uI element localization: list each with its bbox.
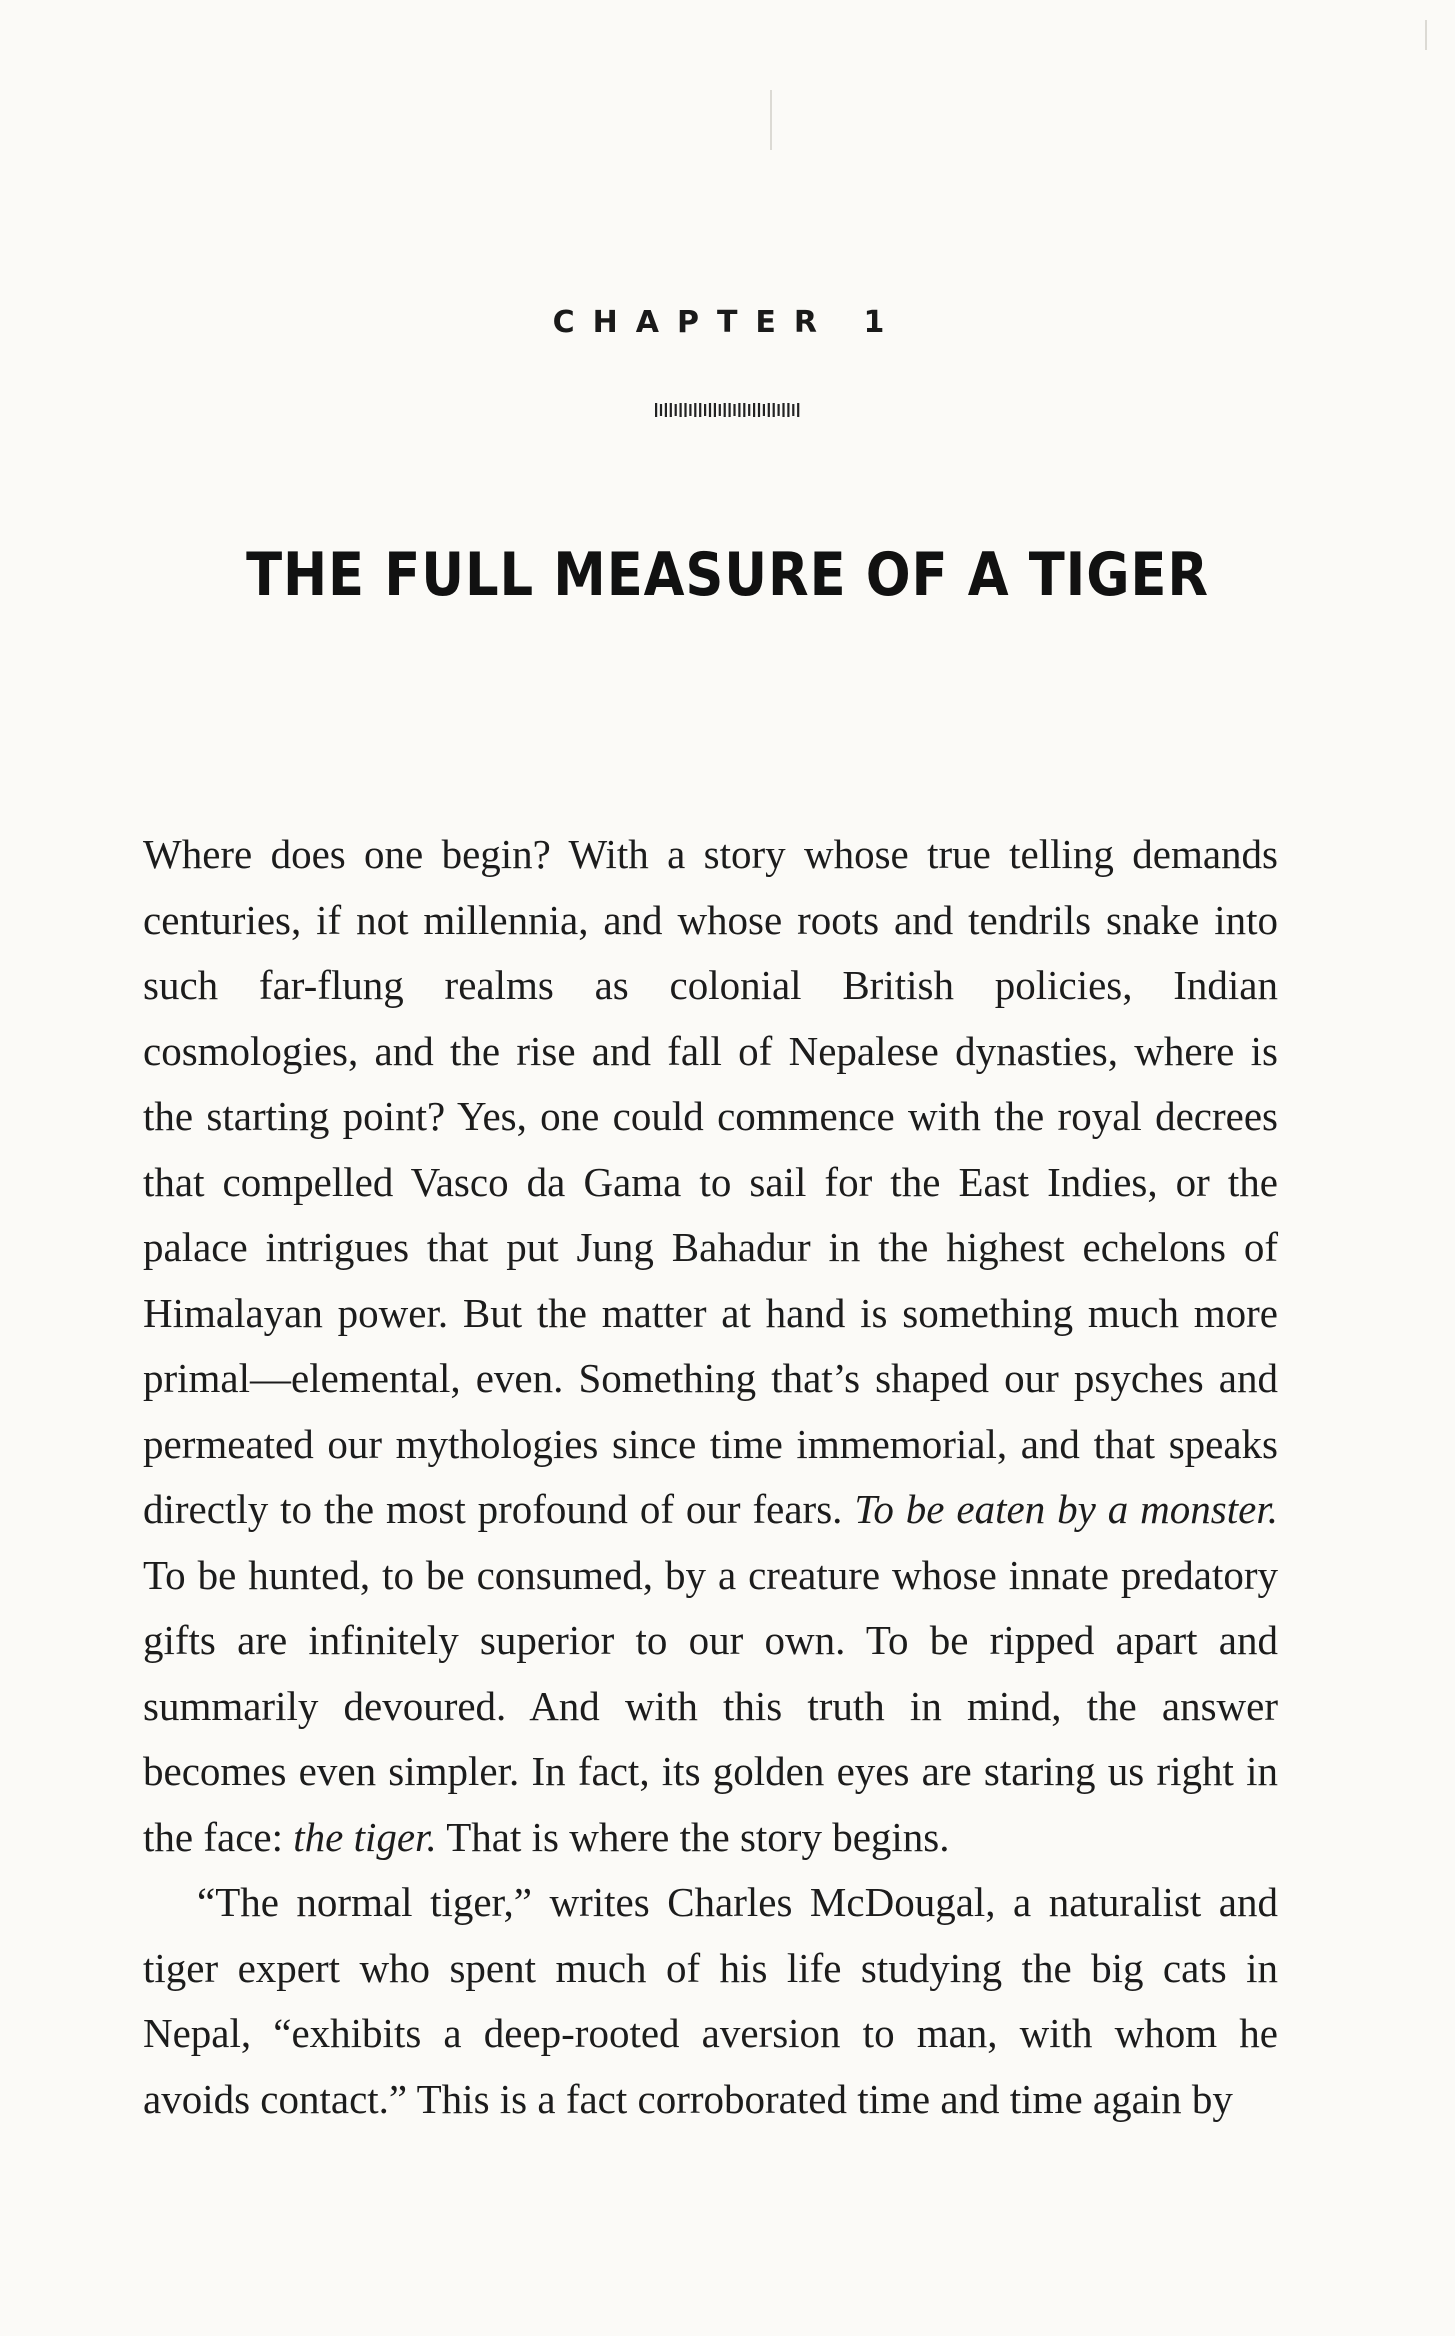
tally-ornament-icon — [653, 400, 803, 420]
paragraph-1-italic-b: the tiger. — [293, 1813, 437, 1860]
scan-edge-mark — [1425, 20, 1427, 50]
paragraph-1-text-b: To be hunted, to be consumed, by a creature whose innate predatory gifts are infinitely superior to our own. To be ripped apart and summarily devoured. And with this truth in mind, the answer becomes even simpler. In fact, its golden eyes are staring us right in the face: — [143, 1551, 1278, 1860]
paragraph-2: “The normal tiger,” writes Charles McDougal, a naturalist and tiger expert who spent much of his life studying the big cats in Nepal, “exhibits a deep-rooted aversion to man, with whom he avoids contact.” This is a fact corroborated time and time again by — [143, 1879, 1278, 2122]
chapter-ornament — [0, 400, 1455, 424]
paragraph-1-italic-a: To be eaten by a monster. — [854, 1486, 1278, 1532]
chapter-body — [143, 822, 1278, 2132]
chapter-title: THE FULL MEASURE OF A TIGER — [246, 540, 1209, 610]
paragraph-1-text-c: That is where the story begins. — [436, 1813, 950, 1860]
chapter-label: CHAPTER 1 — [552, 305, 903, 340]
paragraph-1 — [143, 822, 1278, 1870]
scan-fold-line — [770, 90, 772, 150]
paragraph-1-text-a: Where does one begin? With a story whose true telling demands centuries, if not millennia, and whose roots and tendrils snake into such far-flung realms as colonial British policies, Indian cosmologies, and the rise and fall of Nepalese dynasties, where is the starting point? Yes, one could commence with the royal decrees that compelled Vasco da Gama to sail for the East Indies, or the palace intrigues that put Jung Bahadur in the highest echelons of Himalayan power. But the matter at hand is something much more primal—elemental, even. Something that’s shaped our psyches and permeated our mythologies since time immemorial, and that speaks directly to the most profound of our fears. — [143, 831, 1278, 1532]
